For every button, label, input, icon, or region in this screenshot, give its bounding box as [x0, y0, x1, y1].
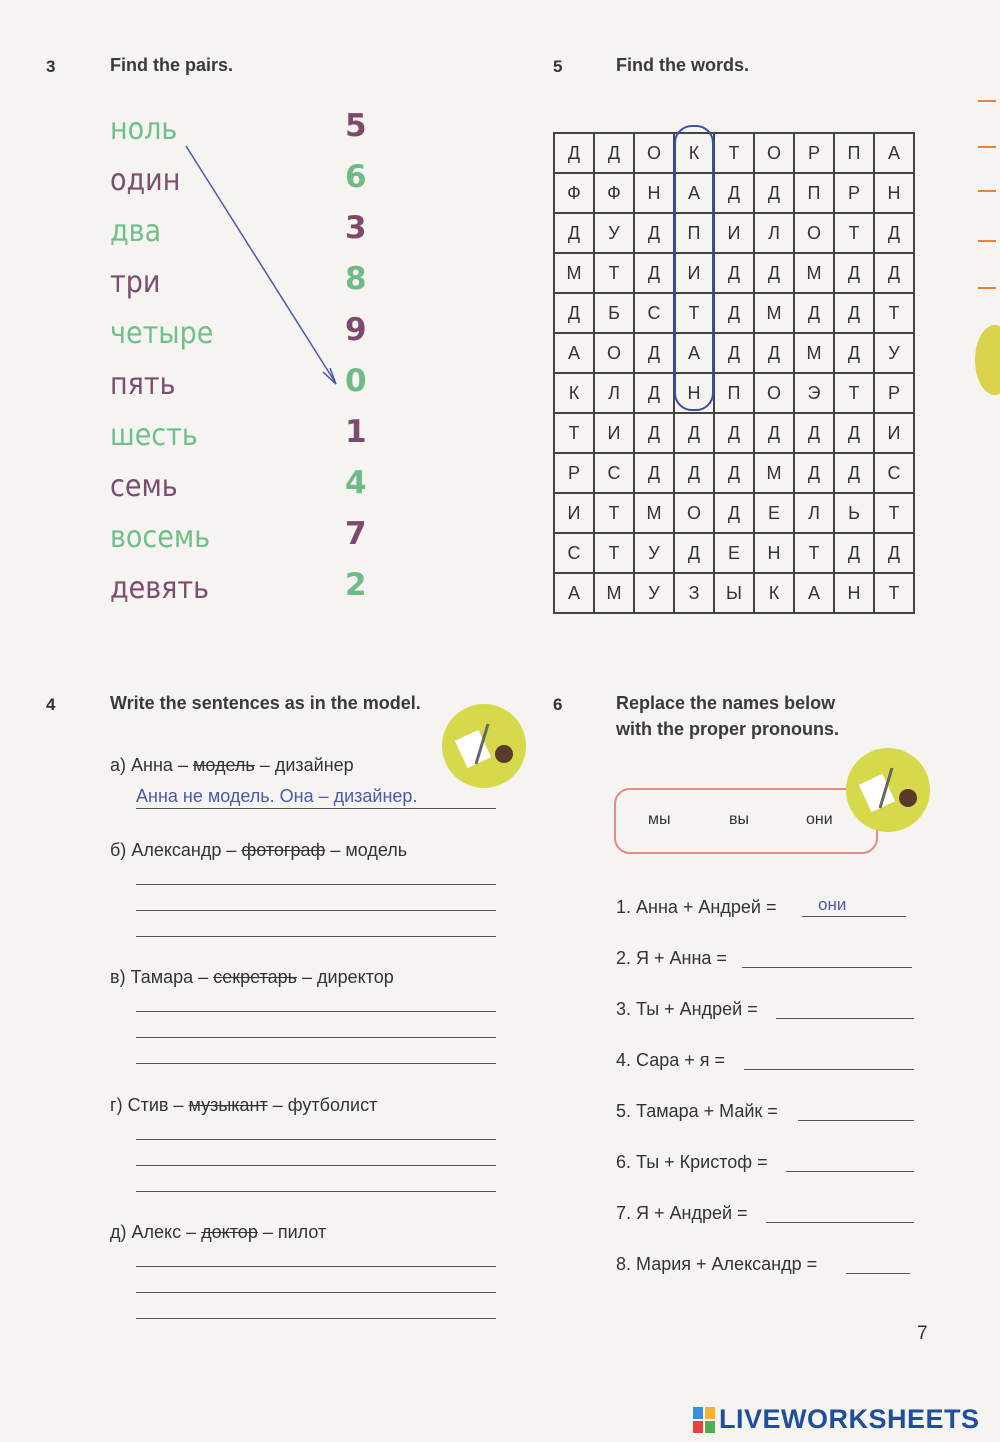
grid-cell[interactable]: П	[794, 173, 834, 213]
ex3-word: два	[110, 214, 162, 249]
ex3-word: восемь	[110, 520, 211, 555]
answer-line[interactable]	[136, 1292, 496, 1293]
ex6-answer-line[interactable]	[802, 916, 906, 917]
ex6-item: 5. Тамара + Майк =	[616, 1101, 778, 1121]
ex6-item: 1. Анна + Андрей =	[616, 897, 777, 917]
grid-cell[interactable]: Е	[754, 493, 794, 533]
word-search-grid	[553, 132, 915, 614]
grid-cell[interactable]: Н	[634, 173, 674, 213]
grid-cell[interactable]: Д	[874, 253, 914, 293]
grid-cell[interactable]: У	[634, 533, 674, 573]
ex6-item: 2. Я + Анна =	[616, 948, 727, 968]
grid-cell[interactable]: Д	[714, 293, 754, 333]
grid-cell[interactable]: Т	[874, 293, 914, 333]
grid-cell[interactable]: Д	[674, 453, 714, 493]
answer-line[interactable]	[136, 1266, 496, 1267]
grid-cell[interactable]: О	[634, 133, 674, 173]
grid-cell[interactable]: Т	[594, 533, 634, 573]
grid-cell[interactable]: Р	[554, 453, 594, 493]
answer-line[interactable]	[136, 1063, 496, 1064]
ex4-name: Тамара	[130, 967, 194, 987]
grid-cell[interactable]: Ь	[834, 493, 874, 533]
grid-cell[interactable]: Д	[554, 133, 594, 173]
edge-mark	[978, 287, 996, 289]
grid-cell[interactable]: Э	[794, 373, 834, 413]
page-number: 7	[917, 1323, 928, 1344]
ex4-label: б)	[110, 840, 127, 860]
ex4-crossed: музыкант	[188, 1095, 268, 1115]
grid-cell[interactable]: П	[674, 213, 714, 253]
grid-cell[interactable]: О	[754, 373, 794, 413]
grid-cell[interactable]: Т	[794, 533, 834, 573]
grid-cell[interactable]: И	[874, 413, 914, 453]
grid-cell[interactable]: Д	[674, 413, 714, 453]
ex3-match-arrow	[180, 140, 360, 400]
grid-cell[interactable]: Р	[794, 133, 834, 173]
edge-mark	[978, 240, 996, 242]
grid-cell[interactable]: К	[554, 373, 594, 413]
grid-cell[interactable]: Ф	[594, 173, 634, 213]
grid-cell[interactable]: Д	[674, 533, 714, 573]
ex4-crossed: секретарь	[213, 967, 297, 987]
grid-cell[interactable]: Л	[594, 373, 634, 413]
grid-cell[interactable]: М	[634, 493, 674, 533]
ex3-number-choice: 9	[345, 312, 367, 348]
edge-mark	[978, 100, 996, 102]
ex3-word: пять	[110, 367, 176, 402]
ex4-label: г)	[110, 1095, 123, 1115]
grid-cell[interactable]: Н	[834, 573, 874, 613]
grid-cell[interactable]: М	[794, 333, 834, 373]
grid-cell[interactable]: Д	[594, 133, 634, 173]
ex4-prompt	[110, 967, 394, 988]
grid-cell[interactable]: А	[794, 573, 834, 613]
grid-cell[interactable]: У	[874, 333, 914, 373]
grid-cell[interactable]: Т	[714, 133, 754, 173]
grid-cell[interactable]: К	[674, 133, 714, 173]
answer-line[interactable]	[136, 884, 496, 885]
grid-cell[interactable]: Н	[674, 373, 714, 413]
grid-cell[interactable]: Т	[594, 253, 634, 293]
ex4-dash: –	[177, 755, 188, 775]
grid-cell[interactable]: Д	[874, 533, 914, 573]
ex3-title: Find the pairs.	[110, 55, 234, 75]
ex6-item: 3. Ты + Андрей =	[616, 999, 758, 1019]
ex4-name: Стив	[127, 1095, 169, 1115]
ex6-item: 4. Сара + я =	[616, 1050, 726, 1070]
ex6-answer-line[interactable]	[798, 1120, 914, 1121]
ex4-name: Анна	[131, 755, 173, 775]
grid-cell[interactable]: Д	[834, 533, 874, 573]
ex6-answer-line[interactable]	[742, 967, 912, 968]
ex4-title: Write the sentences as in the model.	[110, 693, 421, 713]
ex4-number: 4	[46, 695, 56, 714]
grid-cell[interactable]: М	[594, 573, 634, 613]
ex3-number-choice: 8	[345, 261, 367, 297]
ex4-correct: футболист	[287, 1095, 378, 1115]
grid-cell[interactable]: М	[754, 293, 794, 333]
answer-line[interactable]	[136, 910, 496, 911]
grid-cell[interactable]: Т	[594, 493, 634, 533]
pronoun-vy: вы	[729, 811, 749, 828]
grid-cell[interactable]: Д	[834, 293, 874, 333]
grid-cell[interactable]: Д	[714, 453, 754, 493]
pronoun-my: мы	[648, 811, 671, 828]
grid-cell[interactable]: Т	[834, 213, 874, 253]
ex6-title-line2: with the proper pronouns.	[616, 719, 839, 739]
grid-cell[interactable]: М	[554, 253, 594, 293]
ex6-item: 8. Мария + Александр =	[616, 1254, 818, 1274]
liveworksheets-logo	[693, 1404, 980, 1435]
ex4-crossed: фотограф	[241, 840, 326, 860]
grid-cell[interactable]: П	[834, 133, 874, 173]
grid-cell[interactable]: Ф	[554, 173, 594, 213]
ex6-answer-line[interactable]	[846, 1273, 910, 1274]
grid-cell[interactable]: А	[554, 333, 594, 373]
grid-cell[interactable]: А	[674, 173, 714, 213]
grid-cell[interactable]: Е	[714, 533, 754, 573]
ex3-number-choice: 6	[345, 159, 367, 195]
pronoun-oni: они	[806, 811, 833, 828]
ex6-item: 7. Я + Андрей =	[616, 1203, 748, 1223]
grid-cell[interactable]: Л	[754, 213, 794, 253]
ex4-dash: –	[173, 1095, 184, 1115]
grid-cell[interactable]: Д	[634, 333, 674, 373]
ex4-model-answer: Анна не модель. Она – дизайнер.	[136, 786, 418, 806]
grid-cell[interactable]: Л	[794, 493, 834, 533]
ex4-dash: –	[302, 967, 313, 987]
grid-cell[interactable]: С	[594, 453, 634, 493]
ex5-title: Find the words.	[616, 55, 749, 75]
liveworksheets-logo-icon	[693, 1407, 715, 1433]
ex6-answer-line[interactable]	[744, 1069, 914, 1070]
grid-cell[interactable]: Д	[834, 333, 874, 373]
grid-cell[interactable]: О	[594, 333, 634, 373]
grid-cell[interactable]: С	[874, 453, 914, 493]
ex3-word: один	[110, 163, 181, 198]
answer-line[interactable]	[136, 1318, 496, 1319]
grid-cell[interactable]: Д	[634, 413, 674, 453]
ex3-number-choice: 5	[345, 108, 367, 144]
grid-cell[interactable]: Р	[834, 173, 874, 213]
grid-cell[interactable]: Д	[714, 173, 754, 213]
ex4-name: Алекс	[131, 1222, 182, 1242]
grid-cell[interactable]: Д	[634, 213, 674, 253]
grid-cell[interactable]: И	[594, 413, 634, 453]
ex4-prompt	[110, 840, 407, 861]
ex4-dash: –	[262, 1222, 273, 1242]
edge-badge	[975, 325, 1000, 395]
grid-cell[interactable]: Ы	[714, 573, 754, 613]
grid-cell[interactable]: Д	[634, 373, 674, 413]
grid-cell[interactable]: З	[674, 573, 714, 613]
edge-mark	[978, 146, 996, 148]
ex3-number-choice: 7	[345, 516, 367, 552]
grid-cell[interactable]: П	[714, 373, 754, 413]
grid-cell[interactable]: Д	[794, 413, 834, 453]
ex3-number-choice: 1	[345, 414, 367, 450]
ex6-answer-line[interactable]	[766, 1222, 914, 1223]
liveworksheets-text: LIVEWORKSHEETS	[719, 1404, 980, 1434]
grid-cell[interactable]: Д	[714, 493, 754, 533]
grid-cell[interactable]: Д	[754, 413, 794, 453]
grid-cell[interactable]: У	[594, 213, 634, 253]
ex3-number: 3	[46, 57, 56, 76]
answer-line[interactable]	[136, 936, 496, 937]
answer-line[interactable]	[136, 1165, 496, 1166]
grid-cell[interactable]: Д	[794, 453, 834, 493]
ex3-number-choice: 3	[345, 210, 367, 246]
grid-cell[interactable]: А	[554, 573, 594, 613]
grid-cell[interactable]: А	[674, 333, 714, 373]
ex4-label: д)	[110, 1222, 127, 1242]
ex4-dash: –	[259, 755, 270, 775]
grid-cell[interactable]: Д	[794, 293, 834, 333]
grid-cell[interactable]: Д	[634, 253, 674, 293]
ex4-prompt	[110, 755, 354, 776]
grid-cell[interactable]: Т	[874, 493, 914, 533]
ex4-dash: –	[272, 1095, 283, 1115]
ex3-word: семь	[110, 469, 178, 504]
ex4-prompt	[110, 1095, 377, 1116]
grid-cell[interactable]: Д	[834, 253, 874, 293]
grid-cell[interactable]: Б	[594, 293, 634, 333]
grid-cell[interactable]: Д	[754, 333, 794, 373]
grid-cell[interactable]: И	[554, 493, 594, 533]
grid-cell[interactable]: М	[754, 453, 794, 493]
ex3-number-choice: 4	[345, 465, 367, 501]
grid-cell[interactable]: Д	[634, 453, 674, 493]
ex6-number: 6	[553, 695, 563, 714]
grid-cell[interactable]: С	[554, 533, 594, 573]
ex4-crossed: модель	[192, 755, 255, 775]
grid-cell[interactable]: Д	[714, 413, 754, 453]
ex4-prompt	[110, 1222, 326, 1243]
ex4-dash: –	[330, 840, 341, 860]
ex6-item: 6. Ты + Кристоф =	[616, 1152, 768, 1172]
grid-cell[interactable]: А	[874, 133, 914, 173]
ex4-correct: директор	[317, 967, 394, 987]
grid-cell[interactable]: Д	[714, 253, 754, 293]
grid-cell[interactable]: Т	[554, 413, 594, 453]
ex4-dash: –	[186, 1222, 197, 1242]
writing-icon	[442, 704, 526, 788]
answer-line[interactable]	[136, 1191, 496, 1192]
answer-line[interactable]	[136, 1011, 496, 1012]
ex4-dash: –	[198, 967, 209, 987]
ex3-word: три	[110, 265, 161, 300]
grid-cell[interactable]: О	[794, 213, 834, 253]
ex3-word: ноль	[110, 112, 178, 147]
grid-cell[interactable]: Т	[874, 573, 914, 613]
ex4-name: Александр	[131, 840, 222, 860]
answer-line	[136, 808, 496, 809]
ex4-correct: модель	[345, 840, 408, 860]
circled-word-pilot	[674, 125, 714, 411]
ex4-crossed: доктор	[201, 1222, 258, 1242]
grid-cell[interactable]: И	[674, 253, 714, 293]
grid-cell[interactable]: О	[754, 133, 794, 173]
grid-cell[interactable]: Д	[714, 333, 754, 373]
grid-cell[interactable]: Д	[834, 453, 874, 493]
ex6-title-line1: Replace the names below	[616, 693, 836, 713]
grid-cell[interactable]: Д	[554, 293, 594, 333]
grid-cell[interactable]: О	[674, 493, 714, 533]
ex3-word: девять	[110, 571, 210, 606]
grid-cell[interactable]: Д	[754, 173, 794, 213]
grid-cell[interactable]: Н	[874, 173, 914, 213]
grid-cell[interactable]: С	[634, 293, 674, 333]
grid-cell[interactable]: М	[794, 253, 834, 293]
grid-cell[interactable]: Р	[874, 373, 914, 413]
grid-cell[interactable]: Н	[754, 533, 794, 573]
ex4-label: в)	[110, 967, 126, 987]
grid-cell[interactable]: Д	[834, 413, 874, 453]
ex6-answer-line[interactable]	[776, 1018, 914, 1019]
ex3-word: шесть	[110, 418, 198, 453]
answer-line[interactable]	[136, 1037, 496, 1038]
writing-icon-2	[846, 748, 930, 832]
edge-mark	[978, 190, 996, 192]
ex4-dash: –	[226, 840, 237, 860]
grid-cell[interactable]: К	[754, 573, 794, 613]
ex3-number-choice: 2	[345, 567, 367, 603]
grid-cell[interactable]: Д	[754, 253, 794, 293]
ex4-correct: пилот	[277, 1222, 327, 1242]
grid-cell[interactable]: Д	[554, 213, 594, 253]
ex5-number: 5	[553, 57, 563, 76]
grid-cell[interactable]: Д	[874, 213, 914, 253]
ex6-answer-1: они	[818, 895, 847, 914]
answer-line[interactable]	[136, 1139, 496, 1140]
ex6-answer-line[interactable]	[786, 1171, 914, 1172]
grid-cell[interactable]: Т	[834, 373, 874, 413]
ex3-number-choice: 0	[345, 363, 367, 399]
grid-cell[interactable]: Т	[674, 293, 714, 333]
ex4-correct: дизайнер	[274, 755, 354, 775]
ex4-label: а)	[110, 755, 127, 775]
grid-cell[interactable]: У	[634, 573, 674, 613]
grid-cell[interactable]: И	[714, 213, 754, 253]
ex3-word: четыре	[110, 316, 214, 351]
